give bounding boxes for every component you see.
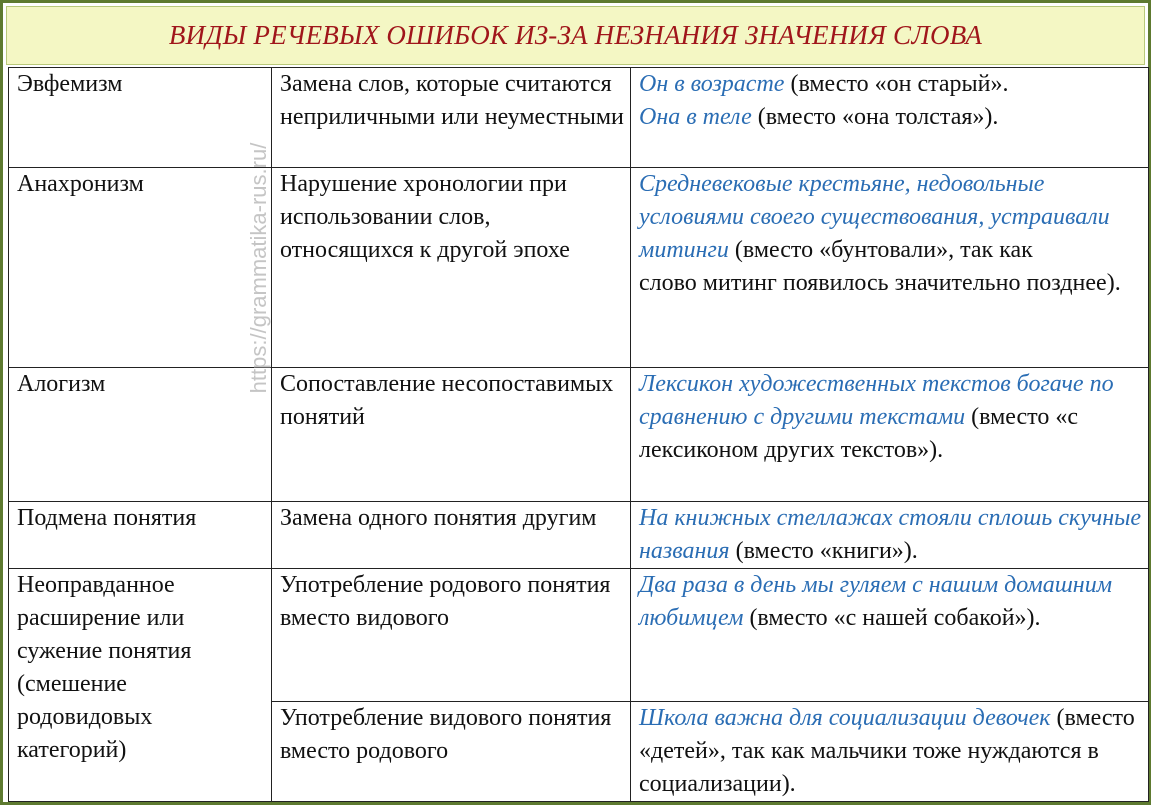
example-cell [631,68,1149,168]
example-plain: (вместо «книги»). [729,538,918,564]
site-watermark: https://grammatika-rus.ru/ [246,142,271,394]
title-banner [6,6,1145,65]
definition-cell: Нарушение хронологии при использовании слов, относящихся к другой эпохе [272,168,631,368]
example-plain: (вместо «он старый». [784,71,1009,97]
example-cell [631,569,1149,702]
table-row [9,502,1149,569]
example-italic: Средневековые крестьяне, недовольные условиями своего существования, устраивали митинги [639,171,1110,263]
definition-cell: Замена одного понятия другим [272,502,631,569]
errors-table [8,67,1149,802]
example-plain: (вместо «бунтовали», так как [728,237,1033,263]
example-plain: (вместо «с нашей собакой»). [743,605,1041,631]
definition-cell: Замена слов, которые считаются неприличными или неуместными [272,68,631,168]
table-row [9,168,1149,368]
example-cell [631,168,1149,368]
example-italic: Два раза в день мы гуляем с нашим домашним любимцем [639,572,1113,631]
example-italic: Лексикон художественных текстов богаче по сравнению с другими текстами [639,371,1114,430]
example-italic: Она в теле [639,104,752,130]
term-cell: Неоправданное расширение или сужение понятия (смешение родовидовых категорий) [9,569,272,802]
term-cell: Алогизм [9,368,272,502]
example-italic: Школа важна для социализации девочек [639,705,1051,731]
term-cell: Анахронизм [9,168,272,368]
table-row [9,368,1149,502]
term-cell: Подмена понятия [9,502,272,569]
table-row [9,569,1149,702]
example-plain: (вместо «детей», так как мальчики тоже нуждаются в социализации). [639,705,1135,797]
example-cell [631,368,1149,502]
example-cell [631,502,1149,569]
definition-cell: Сопоставление несопоставимых понятий [272,368,631,502]
example-plain: (вместо «она толстая»). [751,104,999,130]
term-cell: Эвфемизм [9,68,272,168]
example-italic: На книжных стеллажах стояли сплошь скучные названия [639,505,1142,564]
example-plain: (вместо «с лексиконом других текстов»). [639,404,1078,463]
page-title: ВИДЫ РЕЧЕВЫХ ОШИБОК ИЗ-ЗА НЕЗНАНИЯ ЗНАЧЕНИЯ СЛОВА [168,20,983,50]
example-italic: Он в возрасте [639,71,785,97]
example-cell [631,702,1149,802]
definition-cell: Употребление видового понятия вместо родового [272,702,631,802]
definition-cell: Употребление родового понятия вместо видового [272,569,631,702]
example-plain: слово митинг появилось значительно позднее). [639,270,1121,296]
table-row [9,68,1149,168]
